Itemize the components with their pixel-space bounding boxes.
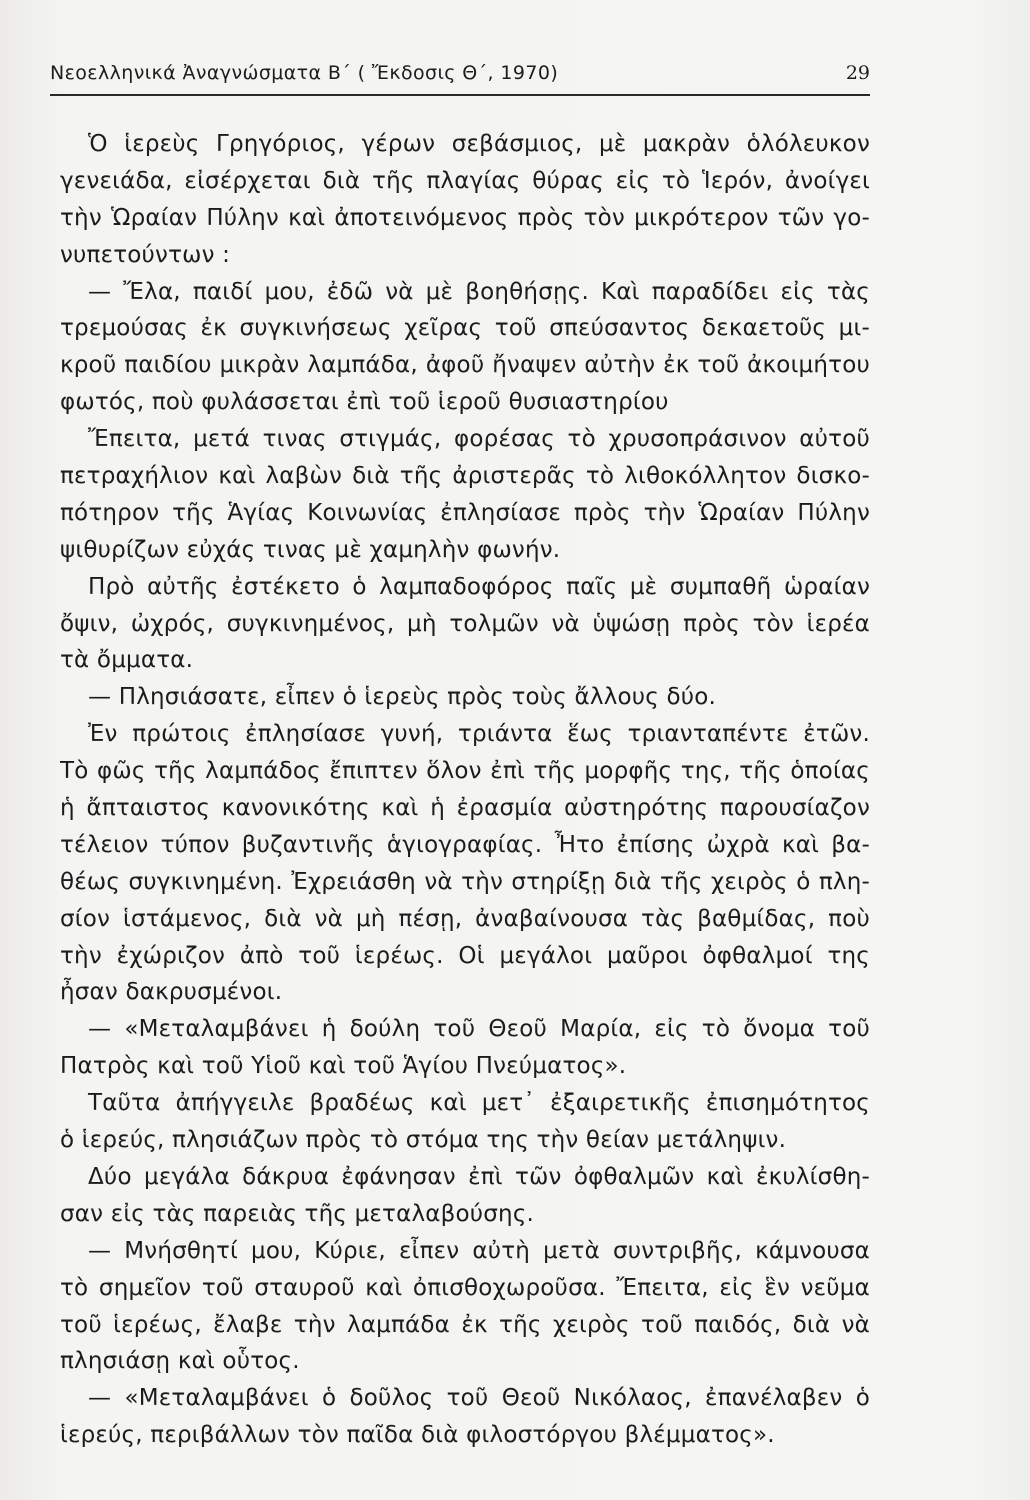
- text-line: πότηρον τῆς Ἁγίας Κοινωνίας ἐπλησίασε πρὸς τὴν Ὡραίαν Πύλην: [60, 499, 870, 526]
- text-line: ἱερεύς, περιβάλλων τὸν παῖδα διὰ φιλοστόργου βλέμματος».: [60, 1422, 775, 1449]
- text-line: — Ἔλα, παιδί μου, ἐδῶ νὰ μὲ βοηθήσῃς. Καὶ παραδίδει εἰς τὰς: [88, 278, 870, 305]
- text-line: τὰ ὄμματα.: [60, 647, 194, 674]
- text-line: Ὁ ἱερεὺς Γρηγόριος, γέρων σεβάσμιος, μὲ μακρὰν ὁλόλευκον: [88, 131, 870, 157]
- text-line: — Μνήσθητί μου, Κύριε, εἶπεν αὐτὴ μετὰ συντριβῆς, κάμνουσα: [88, 1237, 870, 1264]
- text-line: Πατρὸς καὶ τοῦ Υἱοῦ καὶ τοῦ Ἁγίου Πνεύματος».: [60, 1053, 627, 1080]
- text-line: πετραχήλιον καὶ λαβὼν διὰ τῆς ἀριστερᾶς τὸ λιθοκόλλητον δισκο-: [60, 463, 870, 490]
- header-title: Νεοελληνικά Ἀναγνώσματα Β΄ ( Ἔκδοσις Θ΄, 1970): [50, 62, 559, 84]
- text-line: — «Μεταλαμβάνει ἡ δούλη τοῦ Θεοῦ Μαρία, εἰς τὸ ὄνομα τοῦ: [88, 1016, 870, 1043]
- text-line: τοῦ ἱερέως, ἔλαβε τὴν λαμπάδα ἐκ τῆς χειρὸς τοῦ παιδός, διὰ νὰ: [60, 1311, 870, 1338]
- text-line: — Πλησιάσατε, εἶπεν ὁ ἱερεὺς πρὸς τοὺς ἄλλους δύο.: [88, 684, 717, 711]
- text-line: σαν εἰς τὰς παρειὰς τῆς μεταλαβούσης.: [60, 1200, 535, 1227]
- text-line: νυπετούντων :: [60, 241, 231, 268]
- text-line: Ταῦτα ἀπήγγειλε βραδέως καὶ μετ᾽ ἐξαιρετικῆς ἐπισημότητος: [88, 1090, 870, 1117]
- text-line: τρεμούσας ἐκ συγκινήσεως χεῖρας τοῦ σπεύσαντος δεκαετοῦς μι-: [60, 315, 870, 342]
- page-number: 29: [845, 62, 870, 84]
- body-text: [60, 126, 870, 1454]
- text-line: ἡ ἄπταιστος κανονικότης καὶ ἡ ἐρασμία αὐστηρότης παρουσίαζον: [60, 795, 870, 822]
- text-line: γενειάδα, εἰσέρχεται διὰ τῆς πλαγίας θύρας εἰς τὸ Ἱερόν, ἀνοίγει: [60, 167, 870, 194]
- text-line: τέλειον τύπον βυζαντινῆς ἁγιογραφίας. Ἦτο ἐπίσης ὠχρὰ καὶ βα-: [60, 831, 870, 858]
- text-line: τὴν Ὡραίαν Πύλην καὶ ἀποτεινόμενος πρὸς τὸν μικρότερον τῶν γο-: [60, 204, 870, 231]
- text-line: Ἐν πρώτοις ἐπλησίασε γυνή, τριάντα ἕως τριανταπέντε ἐτῶν.: [88, 721, 870, 748]
- text-line: φωτός, ποὺ φυλάσσεται ἐπὶ τοῦ ἱεροῦ θυσιαστηρίου: [60, 389, 669, 416]
- text-line: σίον ἱστάμενος, διὰ νὰ μὴ πέσῃ, ἀναβαίνουσα τὰς βαθμίδας, ποὺ: [60, 905, 870, 932]
- text-line: πλησιάσῃ καὶ οὗτος.: [60, 1348, 300, 1375]
- text-line: Δύο μεγάλα δάκρυα ἐφάνησαν ἐπὶ τῶν ὀφθαλμῶν καὶ ἐκυλίσθη-: [88, 1163, 870, 1190]
- text-line: κροῦ παιδίου μικρὰν λαμπάδα, ἀφοῦ ἤναψεν αὐτὴν ἐκ τοῦ ἀκοιμήτου: [60, 352, 870, 379]
- text-line: ὁ ἱερεύς, πλησιάζων πρὸς τὸ στόμα της τὴν θείαν μετάληψιν.: [60, 1127, 787, 1154]
- text-line: Πρὸ αὐτῆς ἐστέκετο ὁ λαμπαδοφόρος παῖς μὲ συμπαθῆ ὡραίαν: [88, 573, 870, 600]
- text-line: τὸ σημεῖον τοῦ σταυροῦ καὶ ὀπισθοχωροῦσα. Ἔπειτα, εἰς ἓν νεῦμα: [60, 1274, 870, 1301]
- text-line: ἦσαν δακρυσμένοι.: [60, 979, 283, 1006]
- text-line: ψιθυρίζων εὐχάς τινας μὲ χαμηλὴν φωνήν.: [60, 536, 561, 563]
- text-line: τὴν ἐχώριζον ἀπὸ τοῦ ἱερέως. Οἱ μεγάλοι μαῦροι ὀφθαλμοί της: [60, 942, 870, 969]
- text-line: Ἔπειτα, μετά τινας στιγμάς, φορέσας τὸ χρυσοπράσινον αὐτοῦ: [88, 426, 870, 453]
- text-line: — «Μεταλαμβάνει ὁ δοῦλος τοῦ Θεοῦ Νικόλαος, ἐπανέλαβεν ὁ: [88, 1385, 870, 1412]
- text-line: Τὸ φῶς τῆς λαμπάδος ἔπιπτεν ὅλον ἐπὶ τῆς μορφῆς της, τῆς ὁποίας: [60, 758, 870, 785]
- text-line: ὄψιν, ὠχρός, συγκινημένος, μὴ τολμῶν νὰ ὑψώσῃ πρὸς τὸν ἱερέα: [60, 610, 870, 637]
- text-line: θέως συγκινημένη. Ἐχρειάσθη νὰ τὴν στηρίξῃ διὰ τῆς χειρὸς ὁ πλη-: [60, 868, 870, 895]
- running-header: [50, 60, 870, 96]
